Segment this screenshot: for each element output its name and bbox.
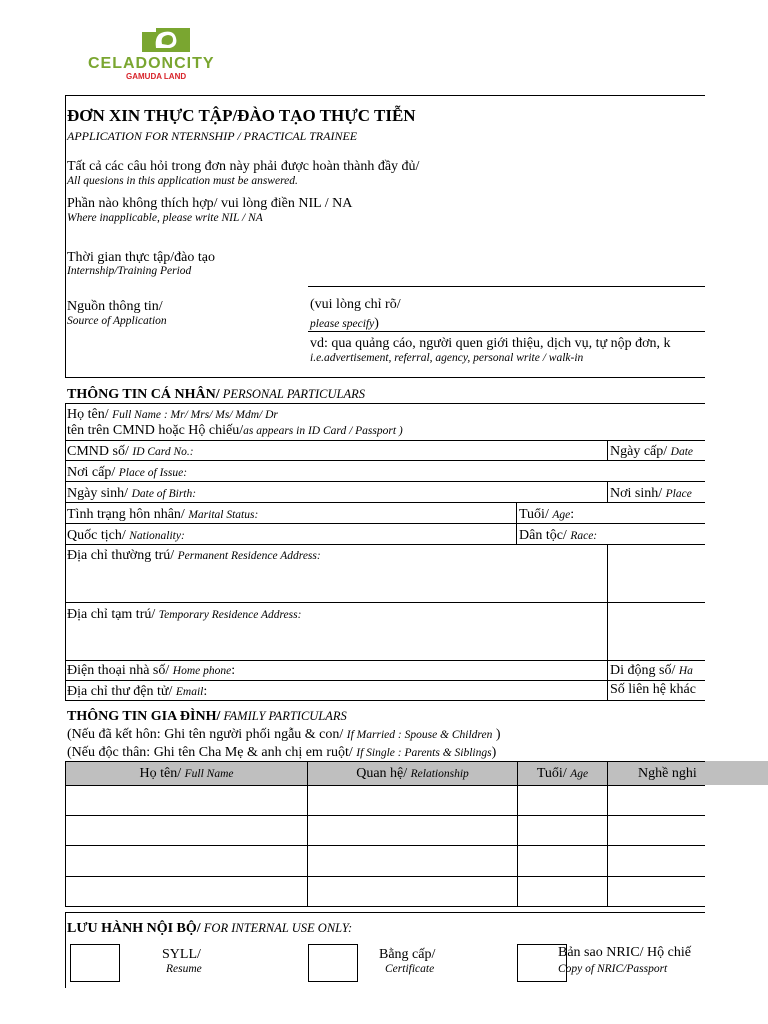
note-nil-en: Where inapplicable, please write NIL / NA [67,212,263,224]
source-label: Nguồn thông tin/ [67,299,163,314]
personal-heading: THÔNG TIN CÁ NHÂN/ PERSONAL PARTICULARS [67,387,365,402]
id-card-field[interactable]: CMND số/ ID Card No.: [67,444,194,459]
source-specify-en: please specify) [310,316,379,331]
email-field[interactable]: Địa chỉ thư đện tử/ Email: [67,684,208,699]
period-label-en: Internship/Training Period [67,265,192,277]
family-heading: THÔNG TIN GIA ĐÌNH/ FAMILY PARTICULARS [67,709,347,724]
form-title-en: APPLICATION FOR NTERNSHIP / PRACTICAL TRAINEE [67,129,358,143]
source-field[interactable] [308,331,705,332]
permanent-address-field[interactable]: Địa chỉ thường trú/ Permanent Residence Address: [67,548,321,563]
certificate-checkbox[interactable] [308,944,358,982]
resume-checkbox[interactable] [70,944,120,982]
race-field[interactable]: Dân tộc/ Race: [519,528,598,543]
place-of-birth-field[interactable]: Nơi sinh/ Place [610,486,692,501]
full-name-note: tên trên CMND hoặc Hộ chiếu/as appears in ID Card / Passport ) [67,423,403,438]
col-occupation: Nghề nghi [638,766,697,781]
home-phone-field[interactable]: Điện thoại nhà số/ Home phone: [67,663,236,678]
col-full-name: Họ tên/ Full Name [139,766,234,781]
certificate-label: Bằng cấp/ [379,947,436,962]
period-field[interactable] [308,286,705,287]
note-nil: Phần nào không thích hợp/ vui lòng điền NIL / NA [67,196,353,211]
logo-sub-text: GAMUDA LAND [126,72,187,81]
logo-brand-text: CELADONCITY [88,55,215,72]
col-age: Tuổi/ Age [536,766,589,781]
note-complete-en: All quesions in this application must be answered. [67,175,298,187]
source-specify: (vui lòng chỉ rõ/ [310,297,401,312]
temporary-address-field[interactable]: Địa chỉ tạm trú/ Temporary Residence Address: [67,607,302,622]
table-row[interactable] [66,816,705,845]
note-complete: Tất cả các câu hỏi trong đơn này phải được hoàn thành đầy đủ/ [67,159,420,174]
source-example-en: i.e.advertisement, referral, agency, personal write / walk-in [310,352,584,364]
issue-date-field[interactable]: Ngày cấp/ Date [610,444,694,459]
family-married-note: (Nếu đã kết hôn: Ghi tên người phối ngẫu & con/ If Married : Spouse & Children ) [67,727,501,742]
other-contact-field[interactable]: Số liên hệ khác [610,682,696,697]
period-label: Thời gian thực tập/đào tạo [67,250,215,265]
date-of-birth-field[interactable]: Ngày sinh/ Date of Birth: [67,486,197,501]
internal-heading: LƯU HÀNH NỘI BỘ/ FOR INTERNAL USE ONLY: [67,921,353,936]
logo-mark-icon [142,26,190,54]
company-logo [86,24,246,84]
table-row[interactable] [66,786,705,815]
nric-copy-label: Bản sao NRIC/ Hộ chiế [558,945,691,960]
source-label-en: Source of Application [67,315,167,327]
place-of-issue-field[interactable]: Nơi cấp/ Place of Issue: [67,465,188,480]
nric-copy-label-en: Copy of NRIC/Passport [558,963,668,975]
family-single-note: (Nếu độc thân: Ghi tên Cha Mẹ & anh chị em ruột/ If Single : Parents & Siblings) [67,745,497,760]
marital-status-field[interactable]: Tình trạng hôn nhân/ Marital Status: [67,507,259,522]
table-row[interactable] [66,877,705,906]
certificate-label-en: Certificate [385,963,435,975]
resume-label: SYLL/ [162,947,201,962]
mobile-field[interactable]: Di động số/ Ha [610,663,693,678]
resume-label-en: Resume [166,963,202,975]
age-field[interactable]: Tuổi/ Age: [519,507,575,522]
form-title: ĐƠN XIN THỰC TẬP/ĐÀO TẠO THỰC TIỄN [67,106,416,125]
source-example: vd: qua quảng cáo, người quen giới thiệu, dịch vụ, tự nộp đơn, k [310,336,671,351]
col-relationship: Quan hệ/ Relationship [356,766,469,781]
table-row[interactable] [66,846,705,875]
nationality-field[interactable]: Quốc tịch/ Nationality: [67,528,185,543]
full-name-field[interactable]: Họ tên/ Full Name : Mr/ Mrs/ Ms/ Mdm/ Dr [67,407,278,422]
